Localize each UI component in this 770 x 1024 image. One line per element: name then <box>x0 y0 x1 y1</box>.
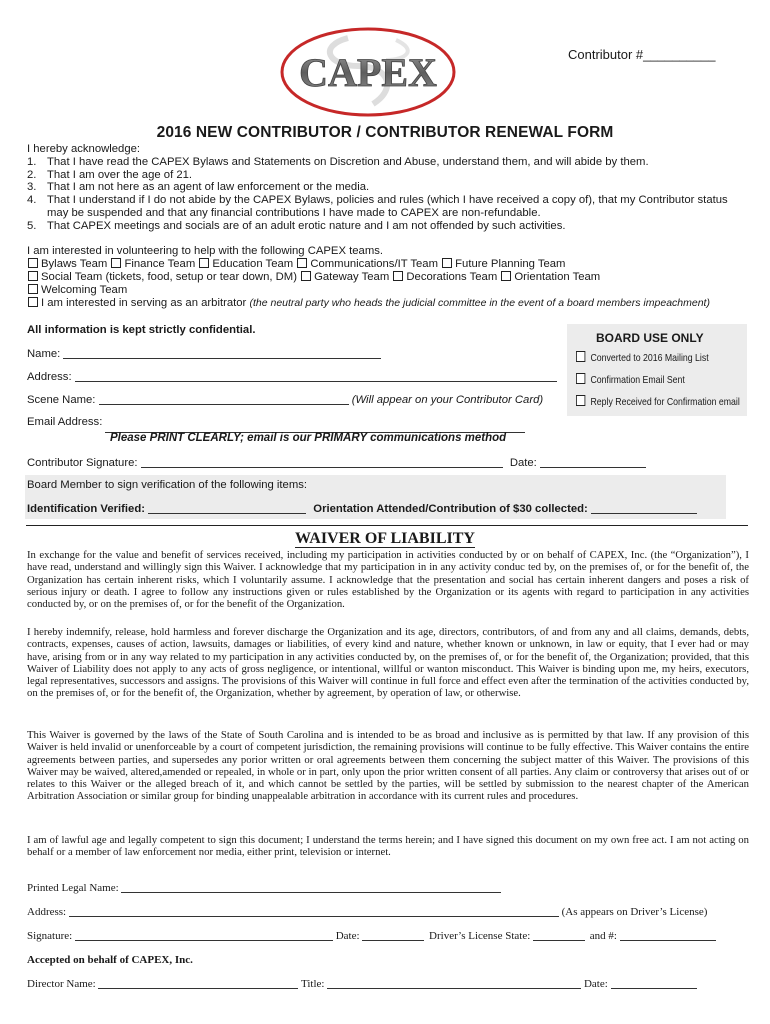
print-clearly-note: Please PRINT CLEARLY; email is our PRIMARY communications method <box>110 432 507 444</box>
capex-logo <box>278 26 458 118</box>
scene-name-note: (Will appear on your Contributor Card) <box>351 394 544 406</box>
item-number: 3. <box>27 181 37 194</box>
board-item-label: Reply Received for Confirmation email <box>590 397 740 408</box>
board-item-mailing-list <box>576 351 709 364</box>
item-number: 1. <box>27 155 37 168</box>
waiver-paragraph: This Waiver is governed by the laws of the State of South Carolina and is intended to be as broad and inclusive as is permitted by that law. If any provision of this Waiver is held invalid or unenforceable by a court of competent jurisdiction, the remaining provisions will continue to be fully effective. This Waiver contains the entire agreements between parties, and supersedes any porior written or oral agreements between them concerning the subject matter of this Waiver. The provisions of this Waiver may be waived, altered,amended or repealed, in whole or in part, only upon the prior written consent of all parties. Any claim or controversy that arises out of or relates to this Waiver or the alleged breach of it, and which cannot be settled by the parties, will be settled by submission to the nearest chapter of the American Arbitration Association or similar group for binding unappealable arbitration in accordance with its current rules and procedures. <box>27 729 749 803</box>
name-field <box>27 347 381 360</box>
email-label: Email Address: <box>27 416 103 428</box>
volunteer-section <box>27 245 762 310</box>
section-divider <box>26 525 748 526</box>
team-checkbox[interactable] <box>301 271 311 281</box>
signature-input-line[interactable] <box>141 456 503 468</box>
waiver-paragraph: In exchange for the value and benefit of services received, including my participation in activities conducted by or on behalf of CAPEX, Inc. (the “Organization”), I have read, understand and willingly sign this Waiver. I acknowledge that my participation in in any activity conduc ted by, on the premises of, or for the benefit of, the Organization has certain inherent risks, which I voluntarily assume. I acknowledge that the presentation and social has certain inherent dangers and poses a risk of serious injury or death. I agree to follow any instructions given or rules established by the Organization or its agents with regard to participation in any activities conducted by, or on the premises of, or for the benefit of the Organization. <box>27 549 749 611</box>
email-field <box>27 416 525 433</box>
acknowledge-item <box>27 220 752 233</box>
board-checkbox[interactable] <box>576 395 585 406</box>
team-checkbox[interactable] <box>28 258 38 268</box>
director-name-line[interactable] <box>98 977 298 989</box>
director-date-line[interactable] <box>611 977 697 989</box>
team-label: Education Team <box>212 258 294 270</box>
board-checkbox[interactable] <box>576 351 585 362</box>
director-field <box>27 977 697 990</box>
item-text: That I am over the age of 21. <box>47 168 193 181</box>
team-checkbox[interactable] <box>28 284 38 294</box>
license-number-label: and #: <box>589 930 617 942</box>
item-text: That I understand if I do not abide by the CAPEX Bylaws, policies and rules (which I have received a copy of), that my Contributor status may be suspended and that any financial contributions I have made to CAPEX are non-refundable. <box>47 194 728 219</box>
team-label: Bylaws Team <box>41 258 108 270</box>
orientation-line[interactable] <box>591 502 697 514</box>
printed-name-field <box>27 881 501 894</box>
arbitrator-note: (the neutral party who heads the judicial committee in the event of a board members impeachment) <box>249 297 710 309</box>
board-item-label: Confirmation Email Sent <box>590 375 685 386</box>
acknowledgement-section <box>27 143 752 233</box>
printed-name-line[interactable] <box>121 881 501 893</box>
date-label: Date: <box>509 457 537 469</box>
address-note: (As appears on Driver’s License) <box>561 906 708 918</box>
team-label: Decorations Team <box>406 271 498 283</box>
team-checkbox[interactable] <box>297 258 307 268</box>
arbitrator-checkbox[interactable] <box>28 297 38 307</box>
license-state-label: Driver’s License State: <box>429 930 531 942</box>
name-input-line[interactable] <box>63 347 381 359</box>
name-label: Name: <box>27 348 61 360</box>
address-label: Address: <box>27 371 72 383</box>
id-verified-label: Identification Verified: <box>27 503 146 515</box>
team-row-3 <box>27 284 762 297</box>
volunteer-intro: I am interested in volunteering to help with the following CAPEX teams. <box>27 245 384 257</box>
arbitrator-row <box>27 297 762 310</box>
scene-name-input-line[interactable] <box>99 393 349 405</box>
verification-intro: Board Member to sign verification of the following items: <box>27 479 308 491</box>
waiver-paragraph: I hereby indemnify, release, hold harmless and forever discharge the Organization and its age, directors, contributors, of and from any and all claims, demands, debts, contracts, expenses, causes of action, lawsuits, damages or liabilities, of every kind and nature, whether known or unknown, in law or equity, that I ever had or may have, arising from or in any way related to my participation in any activities conducted by, on the premises of, or for the benefit of, the Organization; provided, that this Waiver of Liability does not apply to any acts of gross negligence, or intentional, willful or wanton misconduct. This Waiver is binding upon me, my heirs, executors, legal representatives, successors and assigns. The provisions of this Waiver will continue in full force and effect even after the termination of the activities conducted by, on the premises of, or for the benefit of, the Organization, whether by agreement, by operation of law, or otherwise. <box>27 626 749 700</box>
printed-name-label: Printed Legal Name: <box>27 882 119 894</box>
signoff-date-label: Date: <box>335 930 360 942</box>
director-date-label: Date: <box>583 978 608 990</box>
acknowledge-item <box>27 169 752 182</box>
scene-name-label: Scene Name: <box>27 394 96 406</box>
item-number: 5. <box>27 219 37 232</box>
item-number: 2. <box>27 168 37 181</box>
acknowledge-item <box>27 181 752 194</box>
team-row-2 <box>27 271 762 284</box>
team-label: Future Planning Team <box>455 258 566 270</box>
logo-text: CAPEX <box>299 50 437 95</box>
item-number: 4. <box>27 194 37 207</box>
waiver-title-text: WAIVER OF LIABILITY <box>295 530 475 547</box>
signoff-signature-field <box>27 929 716 942</box>
director-title-line[interactable] <box>327 977 581 989</box>
address-field <box>27 370 557 383</box>
board-checkbox[interactable] <box>576 373 585 384</box>
team-label: Social Team (tickets, food, setup or tear down, DM) <box>41 271 297 283</box>
item-text: That I have read the CAPEX Bylaws and Statements on Discretion and Abuse, understand them, and will abide by them. <box>47 155 649 168</box>
team-label: Communications/IT Team <box>310 258 438 270</box>
acknowledge-intro: I hereby acknowledge: <box>27 143 141 155</box>
verification-fields <box>27 502 697 515</box>
board-item-email-sent <box>576 373 685 386</box>
confidential-note: All information is kept strictly confidential. <box>27 324 256 336</box>
team-checkbox[interactable] <box>111 258 121 268</box>
team-checkbox[interactable] <box>393 271 403 281</box>
signoff-address-label: Address: <box>27 906 67 918</box>
arbitrator-label: I am interested in serving as an arbitrator <box>41 297 247 309</box>
license-state-line[interactable] <box>533 929 585 941</box>
board-item-label: Converted to 2016 Mailing List <box>590 353 709 364</box>
signoff-address-line[interactable] <box>69 905 559 917</box>
team-checkbox[interactable] <box>199 258 209 268</box>
team-label: Finance Team <box>124 258 196 270</box>
team-label: Welcoming Team <box>41 284 128 296</box>
signature-label: Contributor Signature: <box>27 457 138 469</box>
board-use-title: BOARD USE ONLY <box>596 331 704 345</box>
team-checkbox[interactable] <box>501 271 511 281</box>
orientation-label: Orientation Attended/Contribution of $30 collected: <box>313 503 588 515</box>
signoff-date-line[interactable] <box>362 929 424 941</box>
waiver-title <box>0 530 770 548</box>
scene-name-field <box>27 393 543 406</box>
director-name-label: Director Name: <box>27 978 96 990</box>
item-text: That CAPEX meetings and socials are of an adult erotic nature and I am not offended by such activities. <box>47 219 566 232</box>
signoff-address-field <box>27 905 707 918</box>
date-input-line[interactable] <box>540 456 646 468</box>
acknowledge-item <box>27 156 752 169</box>
team-label: Gateway Team <box>314 271 390 283</box>
team-label: Orientation Team <box>514 271 601 283</box>
team-row-1 <box>27 258 762 271</box>
team-checkbox[interactable] <box>28 271 38 281</box>
form-title: 2016 NEW CONTRIBUTOR / CONTRIBUTOR RENEWAL FORM <box>156 124 614 141</box>
item-text: That I am not here as an agent of law enforcement or the media. <box>47 181 370 194</box>
id-verified-line[interactable] <box>148 502 306 514</box>
signature-field <box>27 456 646 469</box>
acknowledge-item <box>27 194 752 220</box>
signoff-signature-label: Signature: <box>27 930 73 942</box>
contributor-number-label: Contributor #__________ <box>568 47 716 62</box>
address-input-line[interactable] <box>75 370 557 382</box>
signoff-signature-line[interactable] <box>75 929 333 941</box>
accepted-label: Accepted on behalf of CAPEX, Inc. <box>27 954 193 966</box>
waiver-paragraph: I am of lawful age and legally competent to sign this document; I understand the terms herein; and I have signed this document on my own free act. I am not acting on behalf or a member of law enforcement nor media, either print, television or internet. <box>27 834 749 859</box>
team-checkbox[interactable] <box>442 258 452 268</box>
license-number-line[interactable] <box>620 929 716 941</box>
director-title-label: Title: <box>301 978 325 990</box>
board-item-reply-received <box>576 395 740 408</box>
